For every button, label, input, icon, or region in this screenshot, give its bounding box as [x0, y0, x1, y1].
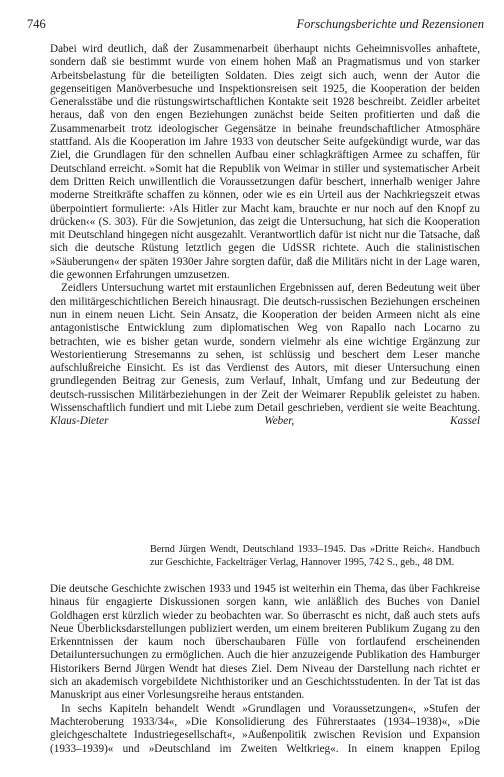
review1-paragraph-2-text: Zeidlers Untersuchung wartet mit erstaunlichen Ergebnissen auf, deren Bedeutung weit über den militärgeschichtlichen Bereich hinausragt. Die deutsch-russischen Beziehungen erscheinen nun in einem neuen Licht. Sein Ansatz, die Kooperation der beiden Armeen nicht als eine antagonistische Entwicklung zum diplomatischen Weg von Rapallo nach Locarno zu betrachten, wie es bisher getan wurde, sondern vielmehr als eine wichtige Ergänzung zur Westorientierung Stresemanns zu sehen, ist schlüssig und beschert dem Leser manche aufschlußreiche Einsicht. Es ist das Verdienst des Autors, mit dieser Untersuchung einen grundlegenden Beitrag zur Genesis, zum Verlauf, Inhalt, Umfang und zur Bedeutung der deutsch-russischen Militärbeziehungen in der Zeit der Weimarer Republik geleistet zu haben. Wissenschaftlich fundiert und mit Liebe zum Detail geschrieben, verdient sie weite Beachtung.	[50, 282, 480, 415]
review-author: Klaus-Dieter Weber, Kassel	[50, 415, 480, 428]
review-continuation	[50, 43, 480, 429]
page-number: 746	[27, 17, 46, 31]
running-head: Forschungsberichte und Rezensionen	[296, 17, 484, 31]
review-new	[50, 583, 480, 756]
bibliographic-entry: Bernd Jürgen Wendt, Deutschland 1933–1945. Das »Dritte Reich«. Handbuch zur Geschichte, Fackelträger Verlag, Hannover 1995, 742 S., geb., 48 DM.	[150, 544, 480, 569]
review1-paragraph-1: Dabei wird deutlich, daß der Zusammenarbeit überhaupt nichts Geheimnisvolles anhaftete, sondern daß sie bestimmt wurde von einem hohen Maß an Pragmatismus und von starker Arbeitsbelastung für die beteiligten Soldaten. Dies zeigt sich auch, wenn der Autor die gegenseitigen Manöverbesuche und Inspektionsreisen seit 1925, die Kooperation der beiden Generalsstäbe und die rüstungswirtschaftlichen Kontakte seit 1928 beschreibt. Zeidler arbeitet heraus, daß von den engen Beziehungen zunächst beide Seiten profitierten und daß die Zusammenarbeit trotz ideologischer Gegensätze in beinahe freundschaftlicher Atmosphäre stattfand. Als die Kooperation im Jahre 1933 von deutscher Seite aufgekündigt wurde, war das Ziel, die Grundlagen für den schnellen Aufbau einer schlagkräftigen Armee zu schaffen, für Deutschland erreicht. »Somit hat die Republik von Weimar in stiller und systematischer Arbeit dem Dritten Reich unwillentlich die Voraussetzungen dafür beschert, innerhalb weniger Jahre moderne Streitkräfte schaffen zu können, oder wie es ein Urteil aus der Nachkriegszeit etwas überpointiert formulierte: ›Als Hitler zur Macht kam, brauchte er nur noch auf den Knopf zu drücken‹« (S. 303). Für die Sowjetunion, das zeigt die Untersuchung, hat sich die Kooperation mit Deutschland hingegen nicht ausgezahlt. Verantwortlich dafür ist nicht nur die Tatsache, daß sich die deutsche Rüstung letztlich gegen die UdSSR richtete. Auch die stalinistischen »Säuberungen« der späten 1930er Jahre sorgten dafür, daß die Militärs nicht in der Lage waren, die gewonnen Erfahrungen umzusetzen.	[50, 43, 480, 282]
page-header	[27, 17, 484, 35]
review2-paragraph-2: In sechs Kapiteln behandelt Wendt »Grundlagen und Voraussetzungen«, »Stufen der Machteroberung 1933/34«, »Die Konsolidierung des Führerstaates (1934–1938)«, »Die gleichgeschaltete Industriegesellschaft«, »Außenpolitik zwischen Revision und Expansion (1933–1939)« und »Deutschland im Zweiten Weltkrieg«. In einem knappen Epilog	[50, 702, 480, 755]
review1-paragraph-2	[50, 282, 480, 428]
review2-paragraph-1: Die deutsche Geschichte zwischen 1933 und 1945 ist weiterhin ein Thema, das über Fachkreise hinaus für engagierte Diskussionen sorgen kann, wie anläßlich des Buches von Daniel Goldhagen erst kürzlich wieder zu beobachten war. So überrascht es nicht, daß auch stets aufs Neue Überblicksdarstellungen publiziert werden, um einem breiteren Publikum Zugang zu den Erkenntnissen der kaum noch überschaubaren Fülle von fortlaufend erscheinenden Detailuntersuchungen zu ermöglichen. Auch die hier anzuzeigende Publikation des Hamburger Historikers Bernd Jürgen Wendt hat dieses Ziel. Dem Niveau der Darstellung nach richtet er sich an akademisch vorgebildete Nichthistoriker und an Geschichtsstudenten. In der Tat ist das Manuskript aus einer Vorlesungsreihe heraus entstanden.	[50, 583, 480, 702]
